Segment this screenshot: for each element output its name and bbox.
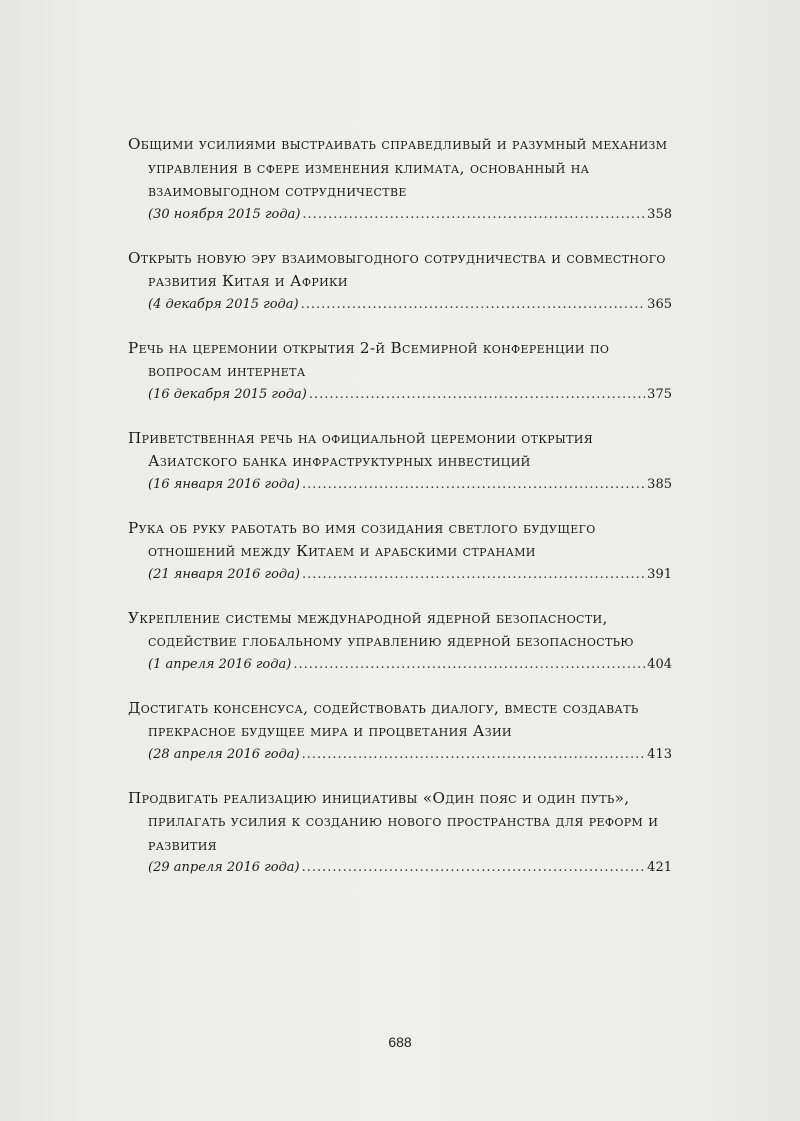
toc-entry-date: (16 января 2016 года) (148, 476, 300, 492)
toc-entry (128, 427, 672, 496)
toc-entry-date: (1 апреля 2016 года) (148, 656, 292, 672)
dot-leader (293, 654, 645, 676)
table-of-contents (128, 133, 672, 900)
toc-entry-date-line (128, 564, 672, 586)
toc-entry (128, 607, 672, 676)
toc-entry-page: 404 (647, 656, 672, 672)
toc-entry-date: (21 января 2016 года) (148, 566, 300, 582)
toc-entry (128, 337, 672, 406)
toc-entry-date-line (128, 744, 672, 766)
dot-leader (302, 474, 645, 496)
dot-leader (302, 204, 645, 226)
toc-entry-date: (30 ноября 2015 года) (148, 206, 301, 222)
toc-entry (128, 133, 672, 226)
toc-entry (128, 697, 672, 766)
toc-entry (128, 247, 672, 316)
toc-entry-page: 385 (647, 476, 672, 492)
toc-entry-title: Укрепление системы международной ядерной безопасности, содействие глобальному управлению ядерной безопасностью (128, 608, 634, 650)
toc-entry-date-line (128, 204, 672, 226)
toc-entry-page: 358 (647, 206, 672, 222)
toc-entry-title: Открыть новую эру взаимовыгодного сотрудничества и совместного развития Китая и Африки (128, 248, 666, 290)
toc-entry-date-line (128, 654, 672, 676)
toc-entry-date-line (128, 294, 672, 316)
toc-entry (128, 517, 672, 586)
toc-entry-page: 365 (647, 296, 672, 312)
toc-entry-title: Общими усилиями выстраивать справедливый и разумный механизм управления в сфере изменения климата, основанный на взаимовыгодном сотрудничестве (128, 135, 668, 200)
toc-entry-date: (29 апреля 2016 года) (148, 860, 300, 875)
toc-entry-title: Речь на церемонии открытия 2-й Всемирной конференции по вопросам интернета (128, 338, 610, 380)
toc-entry-date-line (128, 474, 672, 496)
toc-entry-date: (4 декабря 2015 года) (148, 296, 299, 312)
toc-entry-date-line (128, 857, 672, 879)
toc-entry-date: (16 декабря 2015 года) (148, 386, 307, 402)
dot-leader (302, 564, 645, 586)
toc-entry-date-line (128, 384, 672, 406)
dot-leader (302, 744, 646, 766)
toc-entry-page: 375 (647, 386, 672, 402)
toc-entry-title: Приветственная речь на официальной церемонии открытия Азиатского банка инфраструктурных инвестиций (128, 428, 593, 470)
dot-leader (309, 384, 645, 406)
toc-entry (128, 787, 672, 880)
dot-leader (302, 857, 646, 879)
toc-entry-page: 421 (647, 860, 672, 875)
toc-entry-page: 391 (647, 566, 672, 582)
page-number: 688 (388, 1034, 412, 1050)
toc-entry-date: (28 апреля 2016 года) (148, 746, 300, 762)
toc-entry-title: Достигать консенсуса, содействовать диалогу, вместе создавать прекрасное будущее мира и процветания Азии (128, 698, 639, 740)
toc-entry-title: Рука об руку работать во имя созидания светлого будущего отношений между Китаем и арабскими странами (128, 518, 596, 560)
dot-leader (301, 294, 646, 316)
toc-entry-page: 413 (647, 746, 672, 762)
toc-entry-title: Продвигать реализацию инициативы «Один пояс и один путь», прилагать усилия к созданию нового пространства для реформ и развития (128, 788, 659, 854)
